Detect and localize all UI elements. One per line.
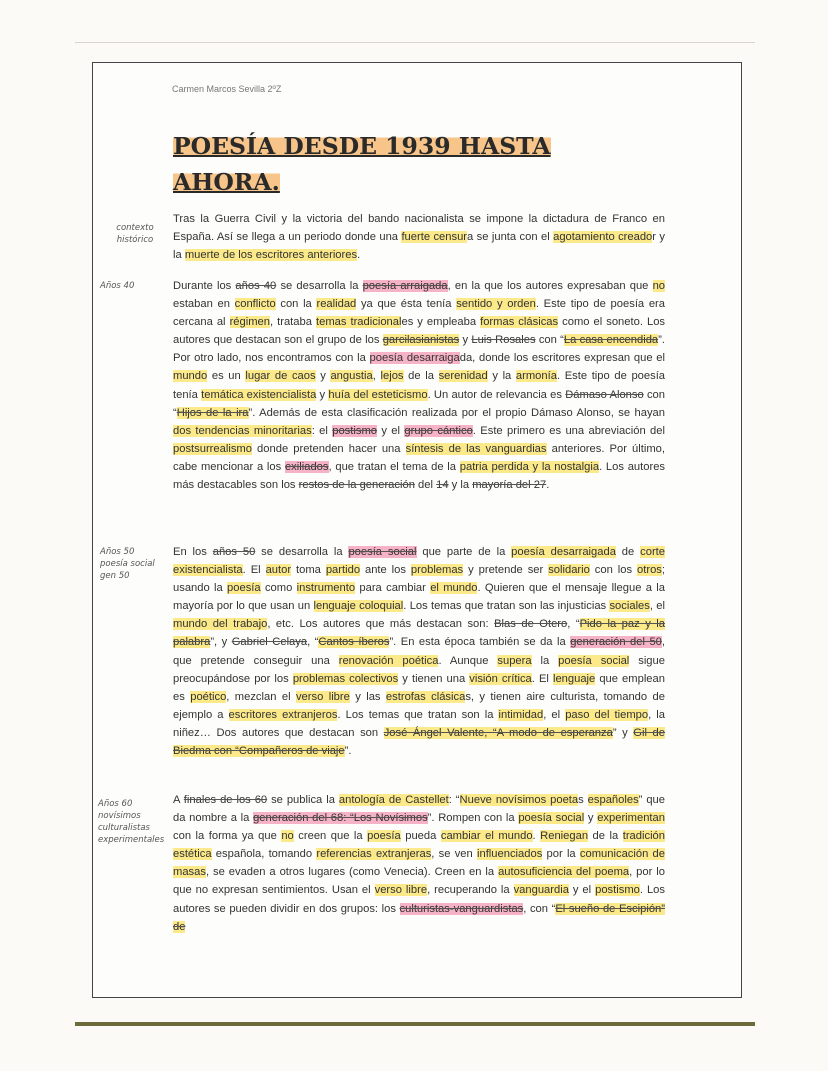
author-name: Carmen Marcos Sevilla 2ºZ xyxy=(172,84,282,94)
page-top-rule xyxy=(75,42,755,43)
margin-note-anos-50: Años 50 poesía social gen 50 xyxy=(100,547,155,581)
margin-note-anos-40: Años 40 xyxy=(100,281,135,291)
margin-note-anos-60: Años 60 novísimos culturalistas experimentales xyxy=(98,799,165,845)
paragraph-anos-40: Durante los años 40 se desarrolla la poesía arraigada, en la que los autores expresaban que no estaban en conflicto con la realidad ya que ésta tenía sentido y orden. Este tipo de poesía era cercana al régimen, trataba temas tradicionales y empleaba formas clásicas como el soneto. Los autores que destacan son el grupo de los garcilasianistas y Luis Rosales con “La casa encendida”. Por otro lado, nos encontramos con la poesía desarraigada, donde los escritores expresan que el mundo es un lugar de caos y angustia, lejos de la serenidad y la armonía. Este tipo de poesía tenía temática existencialista y huía del esteticismo. Un autor de relevancia es Dámaso Alonso con “Hijos de la ira”. Además de esta clasificación realizada por el propio Dámaso Alonso, se hayan dos tendencias minoritarias: el postismo y el grupo cántico. Este primero es una abreviación del postsurrealismo donde pretenden hacer una síntesis de las vanguardias anteriores. Por último, cabe mencionar a los exiliados, que tratan el tema de la patria perdida y la nostalgia. Los autores más destacables son los restos de la generación del 14 y la mayoría del 27. xyxy=(173,280,666,492)
paragraph-anos-50: En los años 50 se desarrolla la poesía social que parte de la poesía desarraigada de corte existencialista. El autor toma partido ante los problemas y pretende ser solidario con los otros; usando la poesía como instrumento para cambiar el mundo. Quieren que el mensaje llegue a la mayoría por lo que usan un lenguaje coloquial. Los temas que tratan son las injusticias sociales, el mundo del trabajo, etc. Los autores que más destacan son: Blas de Otero, “Pido la paz y la palabra”, y Gabriel Celaya, “Cantos íberos”. En esta época también se da la generación del 50, que pretende conseguir una renovación poética. Aunque supera la poesía social sigue preocupándose por los problemas colectivos y tienen una visión crítica. El lenguaje que emplean es poético, mezclan el verso libre y las estrofas clásicas, y tienen aire culturista, tomando de ejemplo a escritores extranjeros. Los temas que tratan son la intimidad, el paso del tiempo, la niñez… Dos autores que destacan son José Ángel Valente, “A modo de esperanza” y Gil de Biedma con “Compañeros de viaje”. xyxy=(173,546,666,758)
title-text: POESÍA DESDE 1939 HASTA AHORA. xyxy=(173,132,551,196)
document-title xyxy=(173,128,593,200)
page-bottom-rule xyxy=(75,1022,755,1026)
paragraph-context: Tras la Guerra Civil y la victoria del bando nacionalista se impone la dictadura de Franco en España. Así se llega a un periodo donde una fuerte censura se junta con el agotamiento creador y la muerte de los escritores anteriores. xyxy=(173,213,666,262)
paragraph-anos-60: A finales de los 60 se publica la antología de Castellet: “Nueve novísimos poetas españoles” que da nombre a la generación del 68: “Los Novísimos”. Rompen con la poesía social y experimentan con la forma ya que no creen que la poesía pueda cambiar el mundo. Reniegan de la tradición estética española, tomando referencias extranjeras, se ven influenciados por la comunicación de masas, se evaden a otros lugares (como Venecia). Creen en la autosuficiencia del poema, por lo que no expresan sentimientos. Usan el verso libre, recuperando la vanguardia y el postismo. Los autores se pueden dividir en dos grupos: los culturistas-vanguardistas, con “El sueño de Escipión” de xyxy=(173,794,666,933)
margin-note-contexto: contexto histórico xyxy=(116,223,154,245)
